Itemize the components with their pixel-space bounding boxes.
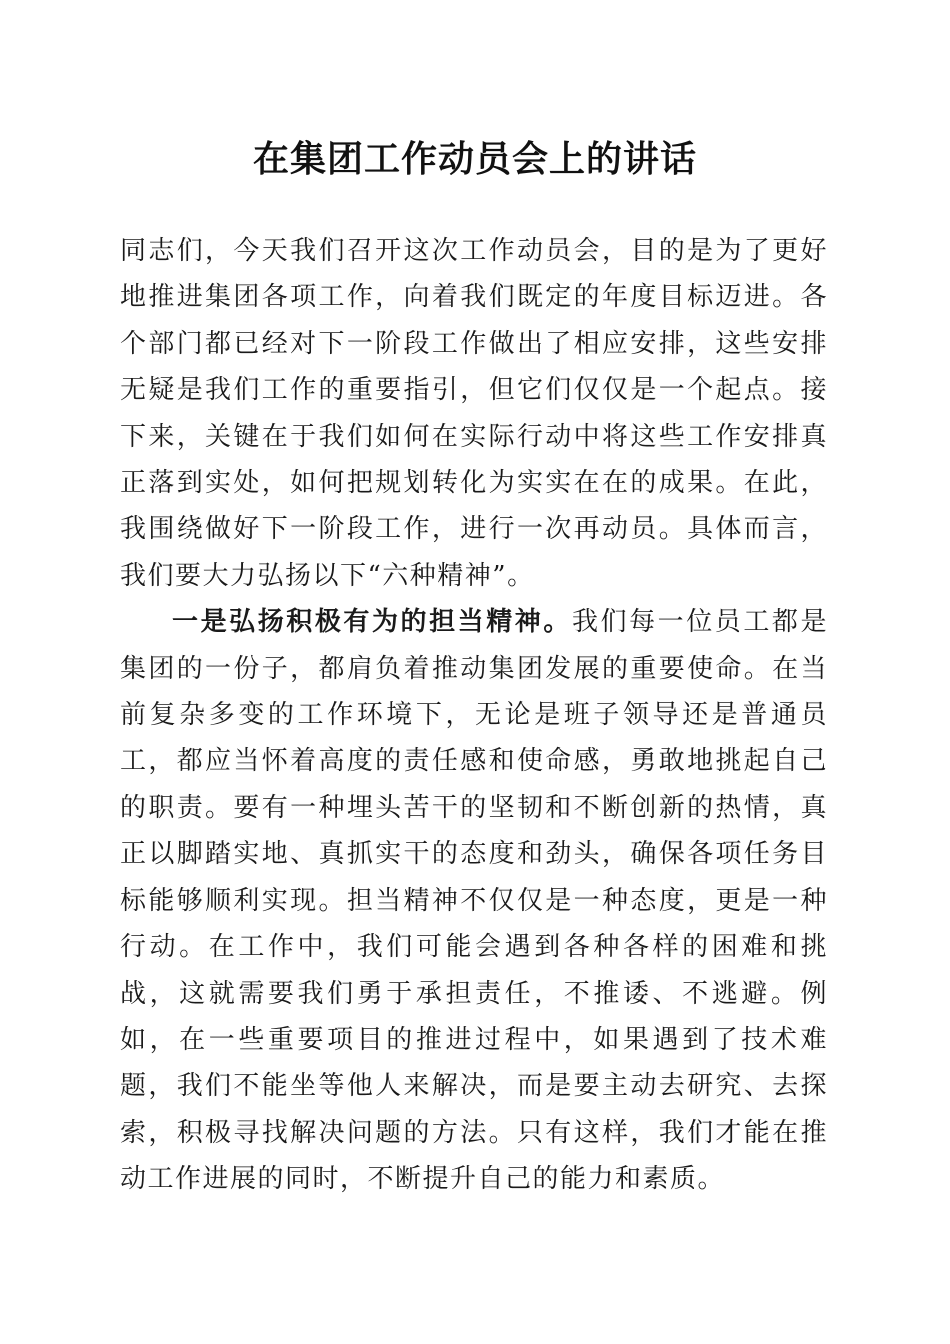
paragraph-spirit-one (120, 599, 828, 1202)
paragraph-body: 我们每一位员工都是集团的一份子，都肩负着推动集团发展的重要使命。在当前复杂多变的工作环境下，无论是班子领导还是普通员工，都应当怀着高度的责任感和使命感，勇敢地挑起自己的职责。要有一种埋头苦干的坚韧和不断创新的热情，真正以脚踏实地、真抓实干的态度和劲头，确保各项任务目标能够顺利实现。担当精神不仅仅是一种态度，更是一种行动。在工作中，我们可能会遇到各种各样的困难和挑战，这就需要我们勇于承担责任，不推诿、不逃避。例如，在一些重要项目的推进过程中，如果遇到了技术难题，我们不能坐等他人来解决，而是要主动去研究、去探索，积极寻找解决问题的方法。只有这样，我们才能在推动工作进展的同时，不断提升自己的能力和素质。 (120, 607, 828, 1195)
document-body (120, 228, 828, 1203)
paragraph-lead: 一是弘扬积极有为的担当精神。 (172, 607, 572, 638)
document-title: 在集团工作动员会上的讲话 (252, 138, 697, 180)
paragraph-opening: 同志们，今天我们召开这次工作动员会，目的是为了更好地推进集团各项工作，向着我们既定的年度目标迈进。各个部门都已经对下一阶段工作做出了相应安排，这些安排无疑是我们工作的重要指引，但它们仅仅是一个起点。接下来，关键在于我们如何在实际行动中将这些工作安排真正落到实处，如何把规划转化为实实在在的成果。在此，我围绕做好下一阶段工作，进行一次再动员。具体而言，我们要大力弘扬以下“六种精神”。 (120, 236, 828, 591)
